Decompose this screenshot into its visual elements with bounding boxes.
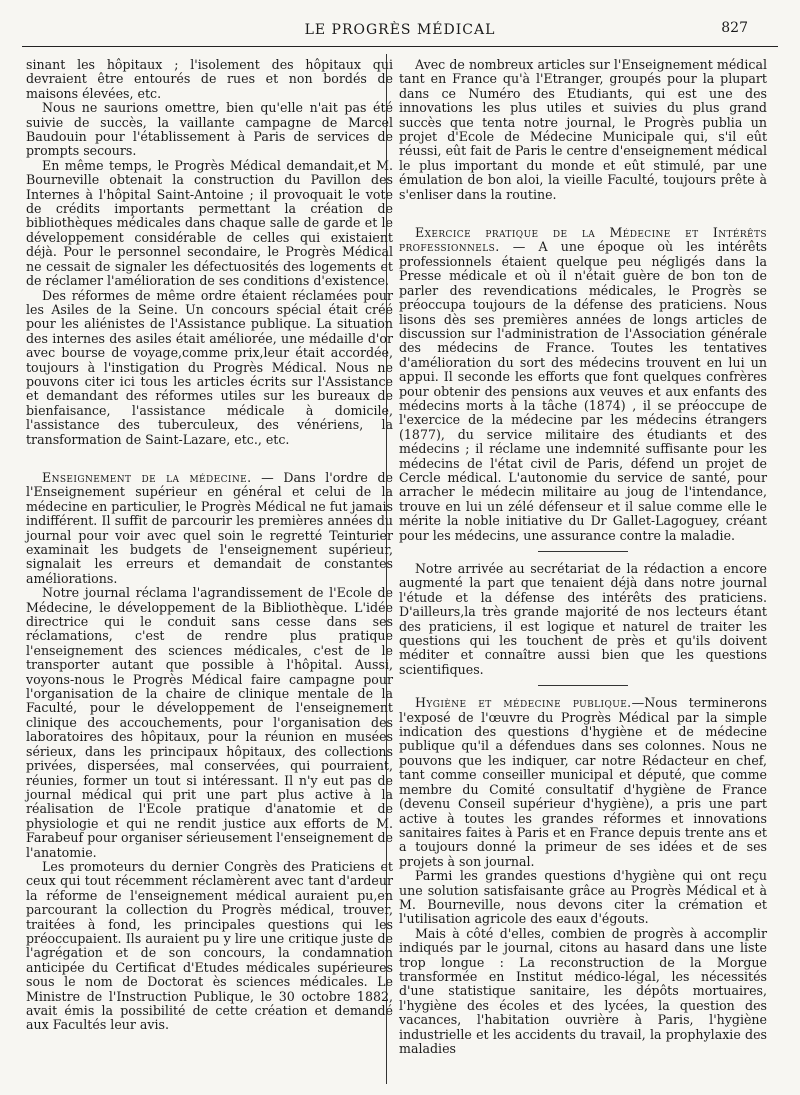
section-heading-exercice: Exercice pratique de la Médecine et Intérêts professionnels. bbox=[399, 225, 767, 255]
journal-title: LE PROGRÈS MÉDICAL bbox=[304, 22, 496, 38]
section-paragraph bbox=[399, 696, 767, 869]
paragraph: Notre journal réclama l'agrandissement de l'Ecole de Médecine, le développement de la Bibliothèque. L'idée directrice qui le conduit sans cesse dans ses réclamations, c'est de rendre plus pratique l'enseignement des sciences médicales, c'est de le transporter autant que possible à l'hôpital. Aussi, voyons-nous le Progrès Médical faire campagne pour l'organisation de la chaire de clinique mentale de la Faculté, pour le développement de l'enseignement clinique des accouchements, pour l'organisation des laboratoires des hôpitaux, pour la réunion en musées sérieux, dans les principaux hôpitaux, des collections privées, dispersées, mal conservées, qui pourraient, réunies, former un tout si intéressant. Il n'y eut pas de journal médical qui prit une part plus active à la réalisation de l'Ecole pratique d'anatomie et de physiologie et qui ne rendit justice aux efforts de M. Farabeuf pour organiser sérieusement l'enseignement de l'anatomie. bbox=[26, 585, 393, 860]
paragraph: Des réformes de même ordre étaient réclamées pour les Asiles de la Seine. Un concours spécial était créé pour les aliénistes de l'Assistance publique. La situation des internes des asiles était améliorée, une médaille d'or avec bourse de voyage,comme prix,leur était accordée, toujours à l'instigation du Progrès Médical. Nous ne pouvons citer ici tous les articles écrits sur l'Assistance et demandant des réformes utiles sur les bureaux de bienfaisance, l'assistance médicale à domicile, l'assistance des tuberculeux, des vénériens, la transformation de Saint-Lazare, etc., etc. bbox=[26, 287, 393, 447]
paragraph: Avec de nombreux articles sur l'Enseignement médical tant en France qu'à l'Etranger, groupés pour la plupart dans ce Numéro des Etudiants, qui est une des innovations les plus utiles et suivies du plus grand succès que tenta notre journal, le Progrès publia un projet d'Ecole de Médecine Municipale qui, s'il eût réussi, eût fait de Paris le centre d'enseignement médical le plus important du monde et eût stimulé, par une émulation de bon aloi, la vieille Faculté, toujours prête à s'enliser dans la routine. bbox=[399, 57, 767, 202]
header-rule bbox=[22, 46, 778, 47]
section-text: —Nous terminerons l'exposé de l'œuvre du Progrès Médical par la simple indication des questions d'hygiène et de médecine publique qu'il a défendues dans ses colonnes. Nous ne pouvons que les indiquer, car notre Rédacteur en chef, tant comme conseiller municipal et député, que comme membre du Comité consultatif d'hygiène de France (devenu Conseil supérieur d'hygiène), a pris une part active à toutes les grandes réformes et innovations sanitaires faites à Paris et en France depuis trente ans et a toujours donné la primeur de ses idées et de ses projets à son journal. bbox=[399, 695, 767, 869]
paragraph: Parmi les grandes questions d'hygiène qui ont reçu une solution satisfaisante grâce au Progrès Médical et à M. Bourneville, nous devons citer la crémation et l'utilisation agricole des eaux d'égouts. bbox=[399, 868, 767, 927]
page-number: 827 bbox=[721, 20, 748, 36]
right-column bbox=[399, 58, 767, 1056]
section-text: — A une époque où les intérêts professionnels étaient quelque peu négligés dans la Presse médicale et où il n'était guère de bon ton de parler des revendications médicales, le Progrès se préoccupa toujours de la défense des praticiens. Nous lisons dès ses premières années de longs articles de discussion sur l'administration de l'Association générale des médecins de France. Toutes les tentatives d'amélioration du sort des médecins trouvent en lui un appui. Il seconde les efforts que font quelques confrères pour obtenir des pensions aux veuves et aux enfants des médecins morts à la tâche (1874) , il se préoccupe de l'exercice de la médecine par les médecins étrangers (1877), du service militaire des étudiants et des médecins ; il réclame une indemnité suffisante pour les médecins de l'état civil de Paris, défend un projet de Cercle médical. L'autonomie du service de santé, pour arracher le médecin militaire au joug de l'intendance, trouve en lui un zélé défenseur et il salue comme elle le mérite la noble initiative du Dr Gallet-Lagoguey, créant pour les médecins, une assurance contre la maladie. bbox=[399, 239, 767, 543]
section-paragraph bbox=[399, 226, 767, 543]
paragraph: Notre arrivée au secrétariat de la rédaction a encore augmenté la part que tenaient déjà dans notre journal l'étude et la défense des intérêts des praticiens. D'ailleurs,la très grande majorité de nos lecteurs étant des praticiens, il est logique et naturel de traiter les questions qui les touchent de près et qu'ils doivent méditer et connaître aussi bien que les questions scientifiques. bbox=[399, 561, 767, 677]
paragraph: sinant les hôpitaux ; l'isolement des hôpitaux qui devraient être entourés de rues et non bordés de maisons élevées, etc. bbox=[26, 57, 393, 101]
section-text: — Dans l'ordre de l'Enseignement supérieur en général et celui de la médecine en particulier, le Progrès Médical ne fut jamais indifférent. Il suffit de parcourir les premières années du journal pour voir avec quel soin le regretté Teinturier examinait les budgets de l'enseignement supérieur, signalait les erreurs et demandait de constantes améliorations. bbox=[26, 469, 393, 586]
separator bbox=[538, 551, 628, 552]
paragraph: Nous ne saurions omettre, bien qu'elle n'ait pas été suivie de succès, la vaillante campagne de Marcel Baudouin pour l'établissement à Paris de services de prompts secours. bbox=[26, 100, 393, 159]
paragraph: En même temps, le Progrès Médical demandait,et M. Bourneville obtenait la construction du Pavillon des Internes à l'hôpital Saint-Antoine ; il provoquait le vote de crédits importants permettant la création de bibliothèques médicales dans chaque salle de garde et le développement considérable de celles qui existaient déjà. Pour le personnel secondaire, le Progrès Médical ne cessait de signaler les défectuosités des logements et de réclamer l'amélioration de ses conditions d'existence. bbox=[26, 157, 393, 289]
page-header bbox=[0, 16, 800, 44]
left-column bbox=[26, 58, 393, 1033]
separator bbox=[538, 685, 628, 686]
section-heading-hygiene: Hygiène et médecine publique. bbox=[415, 695, 632, 711]
section-paragraph bbox=[26, 471, 393, 586]
paragraph: Mais à côté d'elles, combien de progrès à accomplir indiqués par le journal, citons au hasard dans une liste trop longue : La reconstruction de la Morgue transformée en Institut médico-légal, les nécessités d'une statistique sanitaire, les dépôts mortuaires, l'hygiène des écoles et des lycées, la question des vacances, l'habitation ouvrière à Paris, l'hygiène industrielle et les accidents du travail, la prophylaxie des maladies bbox=[399, 925, 767, 1056]
section-heading-enseignement: Enseignement de la médecine. bbox=[42, 469, 252, 485]
paragraph: Les promoteurs du dernier Congrès des Praticiens et ceux qui tout récemment réclamèrent avec tant d'ardeur la réforme de l'enseignement médical auraient pu,en parcourant la collection du Progrès médical, trouver, traitées à fond, les principales questions qui les préoccupaient. Ils auraient pu y lire une critique juste de l'agrégation et de son concours, la condamnation anticipée du Certificat d'Etudes médicales supérieures sous le nom de Doctorat ès sciences médicales. Le Ministre de l'Instruction Publique, le 30 octobre 1882, avait émis la possibilité de cette création et demandé aux Facultés leur avis. bbox=[26, 858, 393, 1033]
